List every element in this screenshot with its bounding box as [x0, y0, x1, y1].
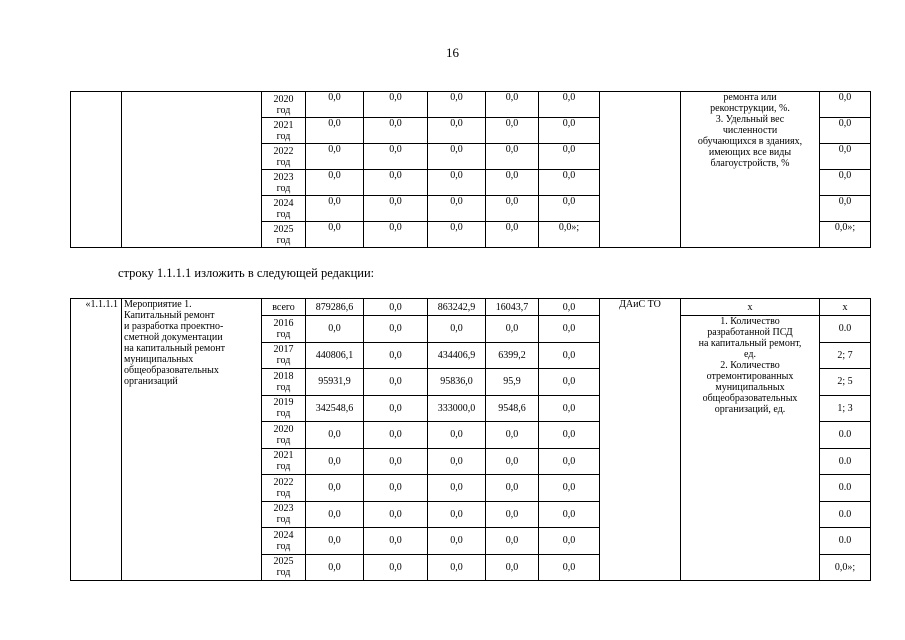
amount-cell: 0,0 — [364, 448, 428, 475]
indicator-cell: ремонта или реконструкции, %. 3. Удельный вес численности обучающихся в зданиях, имеющих все виды благоустройств, % — [681, 92, 820, 248]
amendment-instruction: строку 1.1.1.1 изложить в следующей редакции: — [118, 266, 375, 280]
year-cell: 2022 год — [262, 475, 306, 502]
indicator-value-cell: 0,0 — [820, 144, 871, 170]
amount-cell: 0,0 — [486, 448, 539, 475]
year-cell: 2016 год — [262, 316, 306, 343]
indicator-header-cell: х — [681, 299, 820, 316]
year-cell: 2023 год — [262, 501, 306, 528]
amount-cell: 0,0 — [364, 170, 428, 196]
amount-cell: 0,0 — [306, 92, 364, 118]
amount-cell: 0,0 — [539, 196, 600, 222]
amount-cell: 0,0 — [539, 342, 600, 369]
amount-cell: 0,0 — [306, 316, 364, 343]
amount-cell: 0,0 — [306, 448, 364, 475]
amount-cell: 16043,7 — [486, 299, 539, 316]
amount-cell: 0,0 — [539, 422, 600, 449]
amount-cell: 0,0 — [306, 501, 364, 528]
year-cell: 2024 год — [262, 528, 306, 555]
amount-cell: 0,0 — [364, 475, 428, 502]
continued-program-table — [70, 91, 871, 248]
year-cell: 2025 год — [262, 554, 306, 581]
amount-cell: 0,0 — [364, 501, 428, 528]
amount-cell: 9548,6 — [486, 395, 539, 422]
indicator-value-cell: 0,0 — [820, 196, 871, 222]
amount-cell: 0,0 — [539, 299, 600, 316]
amount-cell: 0,0 — [486, 144, 539, 170]
indicator-value-cell: 0.0 — [820, 501, 871, 528]
amount-cell: 0,0 — [539, 448, 600, 475]
amount-cell: 0,0 — [539, 118, 600, 144]
amount-cell: 0,0 — [428, 475, 486, 502]
amount-cell: 0,0 — [364, 144, 428, 170]
amount-cell: 0,0 — [428, 422, 486, 449]
amount-cell: 0,0 — [306, 528, 364, 555]
amount-cell: 0,0 — [428, 448, 486, 475]
amount-cell: 0,0 — [486, 170, 539, 196]
amount-cell: 0,0 — [364, 196, 428, 222]
amount-cell: 0,0 — [364, 92, 428, 118]
year-cell: 2018 год — [262, 369, 306, 396]
amount-cell: 0,0»; — [539, 222, 600, 248]
indicator-value-cell: 0,0»; — [820, 554, 871, 581]
amount-cell: 0,0 — [364, 395, 428, 422]
amount-cell: 0,0 — [486, 222, 539, 248]
amount-cell: 0,0 — [539, 316, 600, 343]
amount-cell: 434406,9 — [428, 342, 486, 369]
year-cell: 2020 год — [262, 92, 306, 118]
amount-cell: 879286,6 — [306, 299, 364, 316]
amount-cell: 0,0 — [364, 299, 428, 316]
amount-cell: 95,9 — [486, 369, 539, 396]
amount-cell: 0,0 — [306, 422, 364, 449]
indicator-value-cell: 0.0 — [820, 528, 871, 555]
amount-cell: 0,0 — [539, 170, 600, 196]
indicator-value-cell: 2; 7 — [820, 342, 871, 369]
amount-cell: 0,0 — [428, 554, 486, 581]
amount-cell: 0,0 — [364, 369, 428, 396]
index-cell: «1.1.1.1 — [71, 299, 122, 581]
amount-cell: 0,0 — [486, 316, 539, 343]
executor-cell: ДАиС ТО — [600, 299, 681, 581]
indicator-value-cell: 1; 3 — [820, 395, 871, 422]
amount-cell: 6399,2 — [486, 342, 539, 369]
amount-cell: 0,0 — [486, 475, 539, 502]
amount-cell: 863242,9 — [428, 299, 486, 316]
year-cell: 2024 год — [262, 196, 306, 222]
amount-cell: 0,0 — [364, 222, 428, 248]
indicator-value-cell: 0,0 — [820, 170, 871, 196]
amount-cell: 0,0 — [539, 92, 600, 118]
amount-cell: 0,0 — [486, 554, 539, 581]
year-cell: 2025 год — [262, 222, 306, 248]
amount-cell: 0,0 — [539, 395, 600, 422]
amount-cell: 0,0 — [539, 554, 600, 581]
measure-cell: Мероприятие 1. Капитальный ремонт и разработка проектно- сметной документации на капитальный ремонт муниципальных общеобразовательных организаций — [122, 299, 262, 581]
amount-cell: 0,0 — [428, 316, 486, 343]
page-number: 16 — [446, 45, 459, 60]
indicator-value-cell: 0.0 — [820, 422, 871, 449]
amount-cell: 0,0 — [486, 501, 539, 528]
indicator-value-cell: 2; 5 — [820, 369, 871, 396]
indicator-value-cell: 0.0 — [820, 448, 871, 475]
amount-cell: 0,0 — [428, 501, 486, 528]
year-cell: 2020 год — [262, 422, 306, 449]
amount-cell: 0,0 — [539, 501, 600, 528]
indicator-value-cell: 0,0»; — [820, 222, 871, 248]
amount-cell: 0,0 — [306, 170, 364, 196]
amount-cell: 0,0 — [428, 144, 486, 170]
measure-1-1-1-1-table — [70, 298, 871, 581]
amount-cell: 0,0 — [486, 118, 539, 144]
indicator-value-cell: 0,0 — [820, 118, 871, 144]
year-cell: 2022 год — [262, 144, 306, 170]
amount-cell: 0,0 — [539, 369, 600, 396]
amount-cell: 95836,0 — [428, 369, 486, 396]
amount-cell: 0,0 — [486, 528, 539, 555]
amount-cell: 0,0 — [486, 92, 539, 118]
amount-cell: 0,0 — [486, 196, 539, 222]
amount-cell: 342548,6 — [306, 395, 364, 422]
year-cell: 2021 год — [262, 118, 306, 144]
amount-cell: 0,0 — [364, 528, 428, 555]
amount-cell: 0,0 — [428, 528, 486, 555]
indicator-value-cell: 0,0 — [820, 92, 871, 118]
amount-cell: 0,0 — [306, 222, 364, 248]
amount-cell: 0,0 — [428, 118, 486, 144]
amount-cell: 440806,1 — [306, 342, 364, 369]
amount-cell: 0,0 — [364, 554, 428, 581]
executor-cell — [600, 92, 681, 248]
table-row — [71, 299, 871, 316]
year-cell: 2023 год — [262, 170, 306, 196]
table-row — [71, 92, 871, 118]
amount-cell: 0,0 — [428, 222, 486, 248]
amount-cell: 0,0 — [364, 342, 428, 369]
amount-cell: 0,0 — [306, 118, 364, 144]
year-cell: всего — [262, 299, 306, 316]
amount-cell: 0,0 — [306, 196, 364, 222]
year-cell: 2021 год — [262, 448, 306, 475]
year-cell: 2017 год — [262, 342, 306, 369]
amount-cell: 0,0 — [539, 475, 600, 502]
amount-cell: 0,0 — [539, 528, 600, 555]
amount-cell: 0,0 — [306, 475, 364, 502]
amount-cell: 0,0 — [428, 92, 486, 118]
amount-cell: 0,0 — [306, 144, 364, 170]
amount-cell: 0,0 — [428, 196, 486, 222]
year-cell: 2019 год — [262, 395, 306, 422]
index-cell — [71, 92, 122, 248]
amount-cell: 0,0 — [306, 554, 364, 581]
amount-cell: 0,0 — [364, 422, 428, 449]
measure-cell — [122, 92, 262, 248]
indicator-cell: 1. Количество разработанной ПСД на капитальный ремонт, ед. 2. Количество отремонтированных муниципальных общеобразовательных организаций, ед. — [681, 316, 820, 581]
indicator-value-cell: 0.0 — [820, 475, 871, 502]
value-header-cell: х — [820, 299, 871, 316]
amount-cell: 95931,9 — [306, 369, 364, 396]
amount-cell: 0,0 — [364, 316, 428, 343]
amount-cell: 0,0 — [428, 170, 486, 196]
amount-cell: 0,0 — [486, 422, 539, 449]
amount-cell: 333000,0 — [428, 395, 486, 422]
amount-cell: 0,0 — [539, 144, 600, 170]
indicator-value-cell: 0.0 — [820, 316, 871, 343]
amount-cell: 0,0 — [364, 118, 428, 144]
